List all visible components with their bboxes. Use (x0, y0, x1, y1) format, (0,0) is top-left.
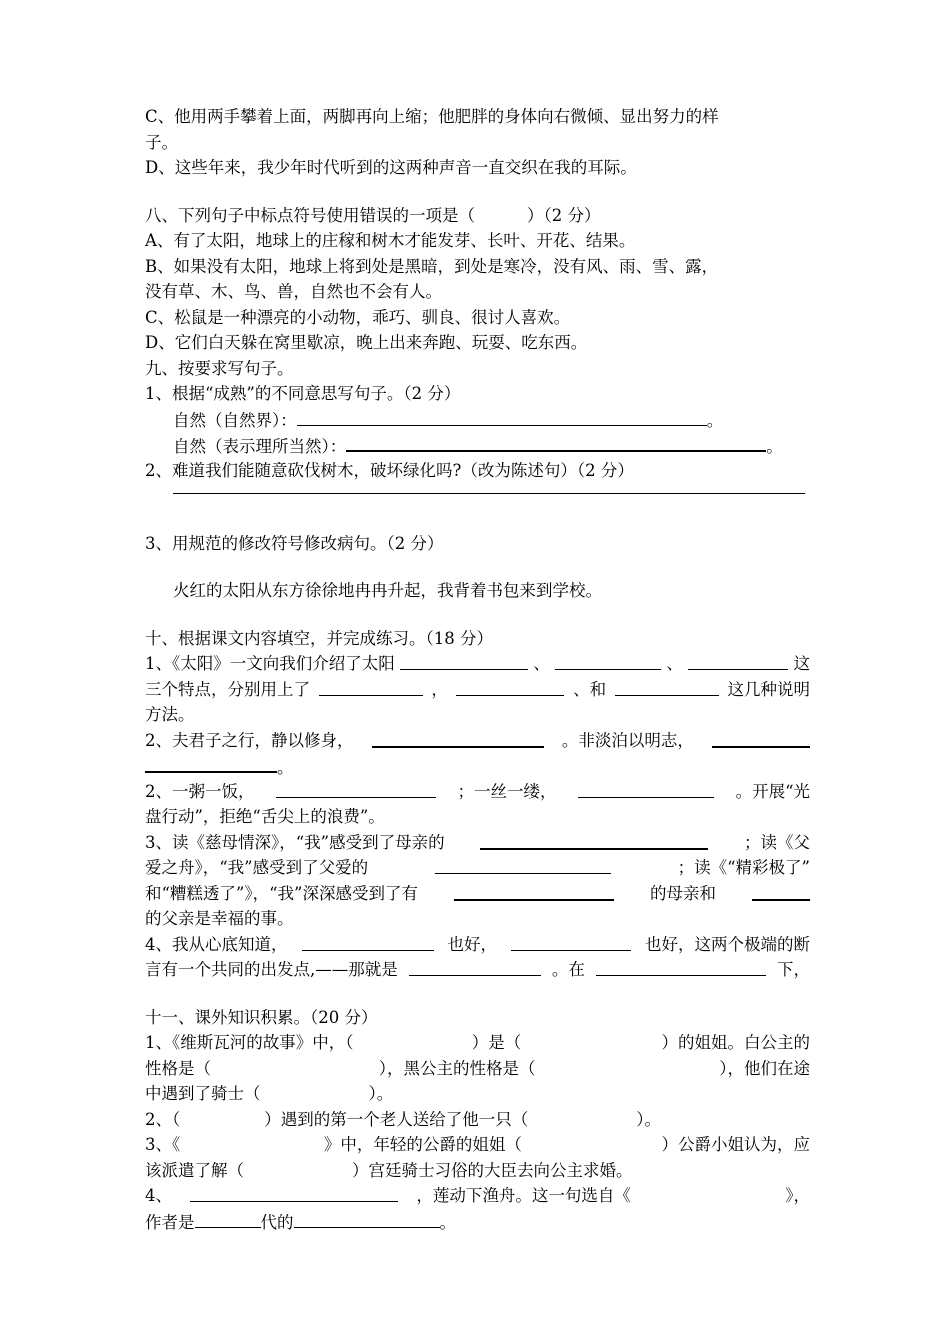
q10-item-2-line1 (145, 728, 810, 754)
answer-blank[interactable] (319, 677, 423, 696)
q10-text: 这 (793, 654, 810, 673)
q11-text: ）公爵小姐认为，应 (661, 1135, 810, 1154)
answer-blank[interactable] (302, 932, 434, 951)
q11-text: 4、 (145, 1186, 172, 1205)
answer-blank[interactable] (456, 677, 564, 696)
q10-item-3-line1 (145, 830, 810, 856)
q11-text: ）宫廷骑士习俗的大臣去向公主求婚。 (352, 1160, 633, 1180)
q10-text: 。开展“光 (735, 781, 810, 801)
answer-blank[interactable] (372, 728, 544, 748)
answer-blank[interactable] (752, 881, 810, 901)
q10-text: 这几种说明 (727, 679, 810, 699)
q10-text: 三个特点，分别用上了 (145, 679, 310, 699)
q10-item-1-line2 (145, 677, 810, 703)
q11-text: 1、《维斯瓦河的故事》中，（ (145, 1033, 354, 1052)
q10-text: 3、读《慈母情深》，“我”感受到了母亲的 (145, 832, 445, 852)
answer-blank[interactable] (145, 753, 277, 773)
q10-text: 也好，这两个极端的断 (645, 934, 810, 954)
q10-text: 、 (666, 654, 683, 673)
answer-blank[interactable] (712, 728, 810, 748)
q9-item-1: 1、根据“成熟”的不同意思写句子。（2 分） (145, 384, 461, 403)
q11-item-4-line1 (145, 1183, 810, 1209)
q8-option-b-line2: 没有草、木、鸟、兽，自然也不会有人。 (145, 282, 442, 301)
q7-option-d: D、这些年来，我少年时代听到的这两种声音一直交织在我的耳际。 (145, 158, 637, 177)
q10-text: ；一丝一缕， (457, 781, 557, 801)
answer-blank[interactable] (688, 651, 788, 670)
q8-option-b-line1: B、如果没有太阳，地球上将到处是黑暗，到处是寒冷，没有风、雨、雪、露， (145, 256, 719, 276)
q10-item-4-line2 (145, 957, 810, 983)
q9-item-1a (145, 407, 810, 433)
q11-text: 性格是（ (145, 1058, 211, 1078)
q8-option-c: C、松鼠是一种漂亮的小动物，乖巧、驯良、很讨人喜欢。 (145, 307, 571, 327)
q10-text: 言有一个共同的出发点,——那就是 (145, 960, 398, 979)
q10-text: 4、我从心底知道， (145, 934, 288, 954)
q9-item-1a-label: 自然（自然界）： (173, 410, 297, 430)
q10-item-1-line1 (145, 651, 810, 677)
answer-blank[interactable] (454, 881, 614, 901)
q10-item-1-line3: 方法。 (145, 705, 195, 724)
q7-option-c-line1: C、他用两手攀着上面，两脚再向上缩；他肥胖的身体向右微倾、显出努力的样 (145, 107, 719, 126)
q10-item-3-line2 (145, 855, 810, 881)
q11-text: ）。 (368, 1084, 394, 1103)
q10-text: 。在 (551, 960, 585, 979)
period: 。 (277, 758, 294, 777)
q11-text: 代的 (260, 1212, 294, 1232)
q11-item-4-line2 (145, 1209, 810, 1235)
q10-item-4-line1 (145, 932, 810, 958)
q11-text: ），黑公主的性格是（ (378, 1058, 536, 1078)
answer-blank[interactable] (615, 677, 719, 696)
answer-blank[interactable] (435, 855, 611, 874)
q9-item-3-sentence: 火红的太阳从东方徐徐地冉冉升起，我背着书包来到学校。 (173, 581, 602, 600)
q9-item-1b (145, 432, 810, 458)
q11-text: 2、（ (145, 1109, 181, 1129)
exam-page (145, 104, 810, 1234)
q11-text: ）遇到的第一个老人送给了他一只（ (264, 1109, 529, 1129)
q11-text: 》中，年轻的公爵的姐姐（ (323, 1135, 522, 1154)
q9-item-1b-label: 自然（表示理所当然）： (173, 437, 347, 456)
q9-item-3: 3、用规范的修改符号修改病句。（2 分） (145, 533, 444, 553)
q11-text: 3、《 (145, 1135, 181, 1154)
q10-item-2-line2 (145, 753, 810, 779)
q10-text: 、和 (573, 679, 607, 699)
q11-item-1-line3 (145, 1081, 810, 1107)
period: 。 (706, 410, 724, 430)
answer-blank[interactable] (578, 779, 714, 798)
q10-text: 的母亲和 (650, 883, 716, 903)
q11-title: 十一、课外知识积累。（20 分） (145, 1007, 378, 1027)
q11-text: 中遇到了骑士（ (145, 1084, 261, 1103)
q11-text: ）。 (636, 1109, 661, 1129)
q9-title: 九、按要求写句子。 (145, 358, 294, 378)
q9-item-2-answer (145, 493, 810, 519)
q10-text: 2、夫君子之行，静以修身， (145, 730, 354, 750)
q7-option-c-line2: 子。 (145, 132, 178, 152)
answer-blank[interactable] (190, 1183, 398, 1202)
answer-blank[interactable] (555, 651, 661, 670)
q10-text: 1、《太阳》一文向我们介绍了太阳 (145, 654, 395, 673)
q10-item-3-line4: 的父亲是幸福的事。 (145, 909, 294, 928)
q11-item-3-line1 (145, 1132, 810, 1158)
q11-item-3-line2 (145, 1158, 810, 1184)
q11-text: 。 (439, 1212, 456, 1232)
answer-blank[interactable] (294, 1209, 440, 1228)
q10-text: 、 (533, 654, 550, 673)
q10-text: 也好， (447, 934, 497, 954)
q10-text: ；读《“精彩极了” (677, 858, 810, 877)
answer-blank[interactable] (400, 651, 528, 670)
q11-text: 》， (785, 1186, 810, 1205)
q9-item-2: 2、难道我们能随意砍伐树木，破坏绿化吗?（改为陈述句）（2 分） (145, 460, 634, 480)
q10-item-3-line3 (145, 881, 810, 907)
q11-text: 作者是 (145, 1212, 195, 1232)
q10-text: 。非淡泊以明志， (561, 730, 694, 750)
answer-blank[interactable] (346, 432, 766, 452)
answer-blank[interactable] (297, 407, 707, 426)
q10-item-2b-line1 (145, 779, 810, 805)
answer-blank[interactable] (409, 957, 541, 976)
q11-item-2 (145, 1107, 810, 1133)
q10-item-2b-line2: 盘行动”，拒绝“舌尖上的浪费”。 (145, 807, 385, 826)
q10-title: 十、根据课文内容填空，并完成练习。（18 分） (145, 628, 493, 648)
q8-title (145, 203, 810, 229)
q11-item-1-line2 (145, 1056, 810, 1082)
q10-text: 下， (777, 960, 810, 979)
q11-text: ，莲动下渔舟。这一句选自《 (416, 1186, 631, 1205)
q10-text: ；读《父 (744, 832, 810, 852)
q8-points: ）（2 分） (527, 205, 601, 225)
answer-blank[interactable] (511, 932, 631, 951)
answer-blank[interactable] (195, 1209, 261, 1228)
q8-option-a: A、有了太阳，地球上的庄稼和树木才能发芽、长叶、开花、结果。 (145, 231, 636, 250)
answer-line[interactable] (173, 493, 805, 494)
q10-text: 2、一粥一饭， (145, 781, 255, 801)
answer-blank[interactable] (276, 779, 436, 798)
answer-blank[interactable] (596, 957, 766, 976)
q11-text: 该派遣了解（ (145, 1160, 244, 1180)
period: 。 (766, 437, 783, 456)
q11-text: ）是（ (471, 1033, 522, 1052)
q11-text: ），他们在途 (719, 1058, 810, 1078)
q11-item-1-line1 (145, 1030, 810, 1056)
q10-text: ， (431, 679, 448, 699)
q10-text: 爱之舟》，“我”感受到了父爱的 (145, 858, 369, 877)
q8-option-d: D、它们白天躲在窝里歇凉，晚上出来奔跑、玩耍、吃东西。 (145, 333, 588, 352)
q8-title-text: 八、下列句子中标点符号使用错误的一项是（ (145, 205, 475, 225)
q11-text: ）的姐姐。白公主的 (661, 1033, 810, 1052)
q10-text: 和“糟糕透了”》，“我”深深感受到了有 (145, 883, 418, 903)
answer-blank[interactable] (480, 830, 708, 850)
